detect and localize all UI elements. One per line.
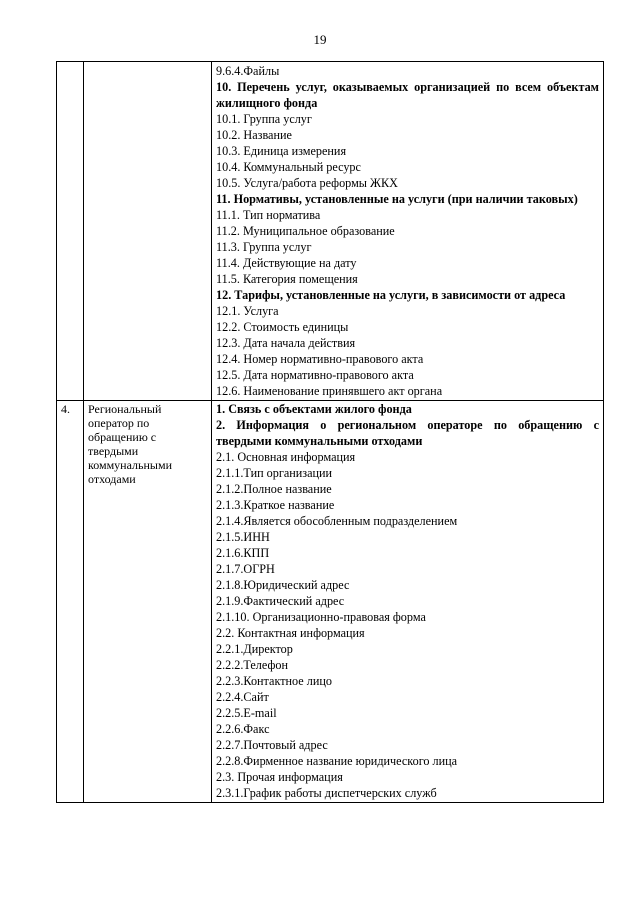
list-item: 2.1.2.Полное название [216, 482, 332, 496]
list-item: 2.2.7.Почтовый адрес [216, 738, 328, 752]
list-item: 10.3. Единица измерения [216, 144, 347, 158]
list-item: 2.1.6.КПП [216, 546, 270, 560]
list-item: 9.6.4.Файлы [216, 64, 280, 78]
list-item: 2.1.3.Краткое название [216, 498, 335, 512]
list-item: 2.1. Основная информация [216, 450, 356, 464]
row-number-cell [57, 62, 84, 401]
section-heading: 12. Тарифы, установленные на услуги, в зависимости от адреса [216, 288, 566, 302]
list-item: 2.1.8.Юридический адрес [216, 578, 350, 592]
section-heading: 11. Нормативы, установленные на услуги (при наличии таковых) [216, 192, 578, 206]
document-table [56, 61, 604, 803]
section-heading: 10. Перечень услуг, оказываемых организацией по всем объектам жилищного фонда [216, 80, 599, 110]
list-item: 2.2.4.Сайт [216, 690, 269, 704]
list-item: 2.2. Контактная информация [216, 626, 365, 640]
list-item: 10.1. Группа услуг [216, 112, 312, 126]
list-item: 2.1.4.Является обособленным подразделением [216, 514, 458, 528]
list-item: 12.3. Дата начала действия [216, 336, 356, 350]
row-content-cell [212, 62, 604, 401]
list-item: 10.5. Услуга/работа реформы ЖКХ [216, 176, 398, 190]
list-item: 2.2.2.Телефон [216, 658, 288, 672]
row-name-cell: Региональный оператор по обращению с твердыми коммунальными отходами [84, 401, 212, 803]
section-heading: 2. Информация о региональном операторе по обращению с твердыми коммунальными отходами [216, 418, 599, 448]
list-item: 2.1.10. Организационно-правовая форма [216, 610, 426, 624]
list-item: 2.2.1.Директор [216, 642, 293, 656]
list-item: 12.6. Наименование принявшего акт органа [216, 384, 443, 398]
list-item: 2.3.1.График работы диспетчерских служб [216, 786, 437, 800]
list-item: 11.4. Действующие на дату [216, 256, 357, 270]
list-item: 11.1. Тип норматива [216, 208, 321, 222]
list-item: 11.5. Категория помещения [216, 272, 358, 286]
list-item: 2.2.6.Факс [216, 722, 270, 736]
list-item: 2.1.5.ИНН [216, 530, 270, 544]
list-item: 2.2.5.E-mail [216, 706, 277, 720]
section-heading: 1. Связь с объектами жилого фонда [216, 402, 412, 416]
row-name-cell [84, 62, 212, 401]
list-item: 10.2. Название [216, 128, 292, 142]
table-row [57, 401, 604, 803]
list-item: 12.2. Стоимость единицы [216, 320, 349, 334]
list-item: 12.4. Номер нормативно-правового акта [216, 352, 424, 366]
list-item: 2.1.9.Фактический адрес [216, 594, 345, 608]
list-item: 12.1. Услуга [216, 304, 279, 318]
list-item: 2.1.1.Тип организации [216, 466, 333, 480]
list-item: 10.4. Коммунальный ресурс [216, 160, 361, 174]
list-item: 2.1.7.ОГРН [216, 562, 275, 576]
page-number: 19 [313, 32, 327, 47]
row-content-cell [212, 401, 604, 803]
list-item: 11.3. Группа услуг [216, 240, 312, 254]
row-number-cell: 4. [57, 401, 84, 803]
list-item: 11.2. Муниципальное образование [216, 224, 395, 238]
list-item: 2.3. Прочая информация [216, 770, 343, 784]
list-item: 2.2.8.Фирменное название юридического лица [216, 754, 458, 768]
list-item: 2.2.3.Контактное лицо [216, 674, 332, 688]
list-item: 12.5. Дата нормативно-правового акта [216, 368, 414, 382]
table-row [57, 62, 604, 401]
